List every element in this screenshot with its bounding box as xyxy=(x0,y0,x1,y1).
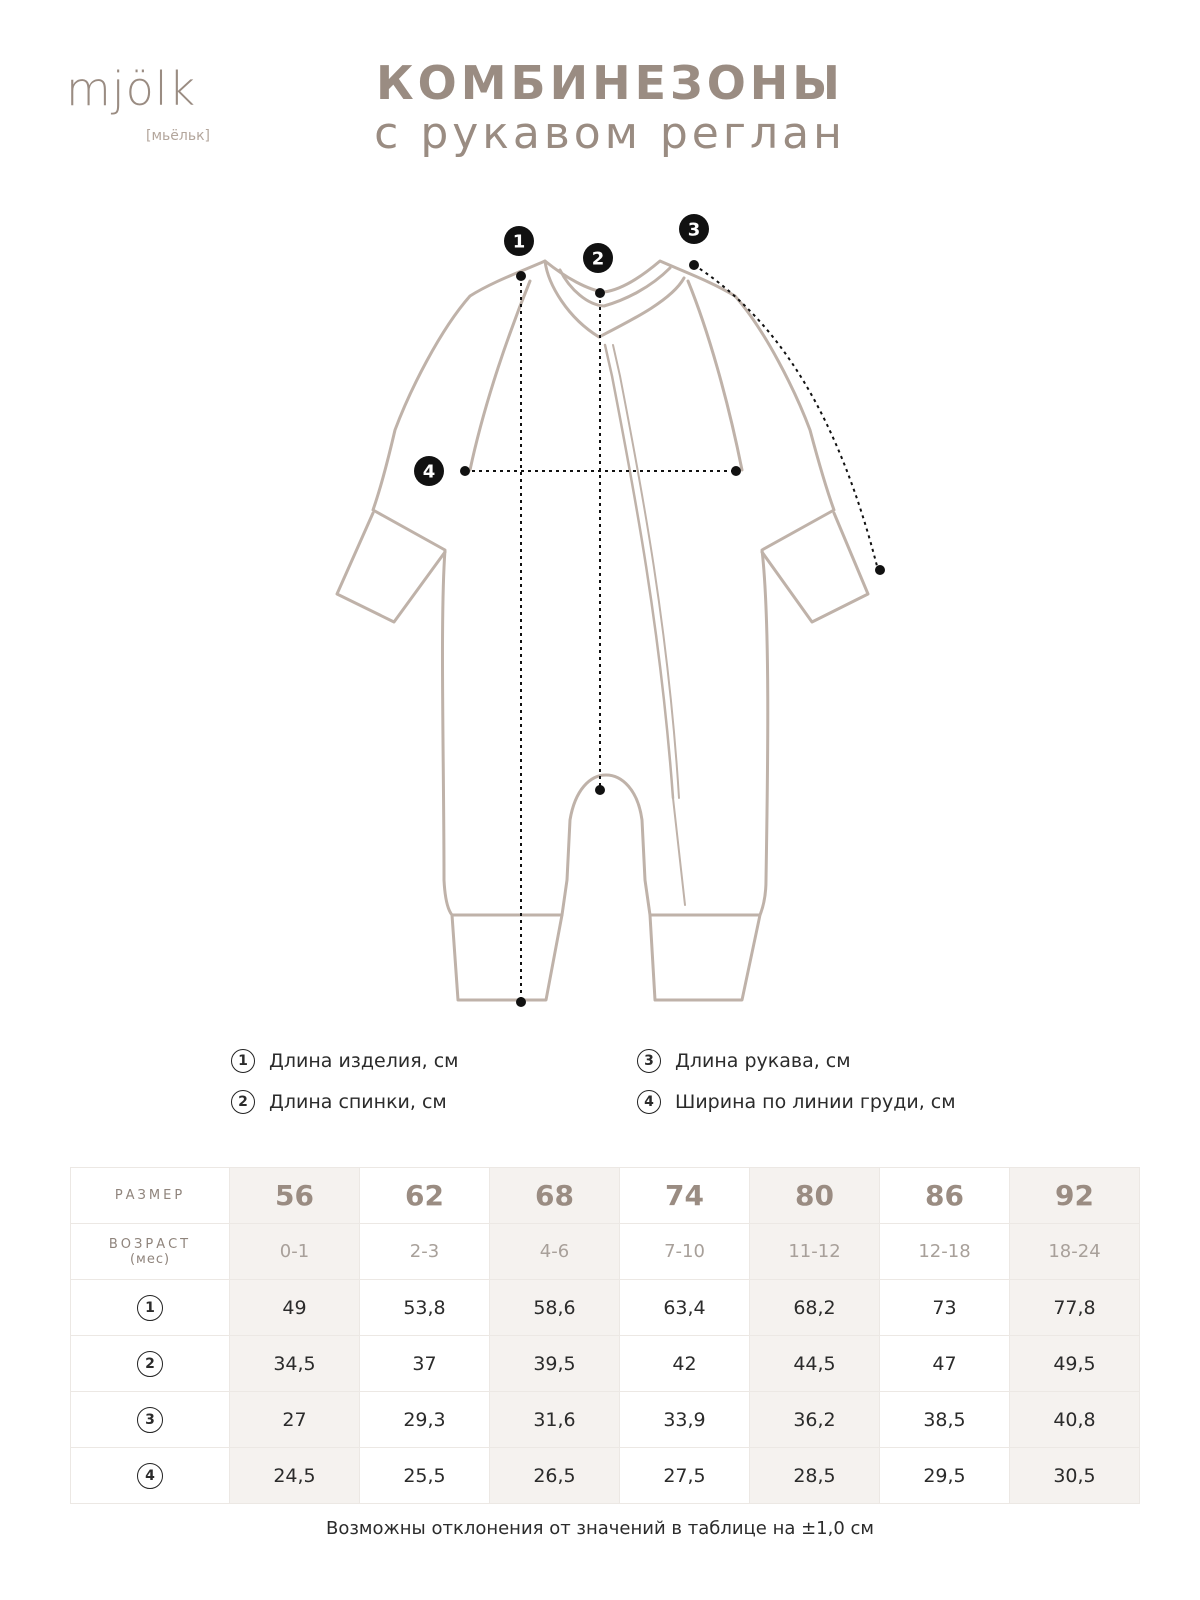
value-cell: 24,5 xyxy=(230,1448,360,1504)
value-cell: 58,6 xyxy=(490,1280,620,1336)
value-cell: 29,5 xyxy=(880,1448,1010,1504)
age-unit: (мес) xyxy=(129,1251,171,1267)
legend-item-length xyxy=(231,1046,459,1076)
right-leg-cuff xyxy=(650,915,760,1000)
value-cell: 38,5 xyxy=(880,1392,1010,1448)
right-cuff xyxy=(762,513,868,622)
value-cell: 33,9 xyxy=(620,1392,750,1448)
size-cell: 56 xyxy=(230,1168,360,1224)
table-row-ages xyxy=(71,1224,1140,1280)
value-cell: 37 xyxy=(360,1336,490,1392)
value-cell: 27,5 xyxy=(620,1448,750,1504)
legend-item-chest-width xyxy=(637,1087,956,1117)
row-label xyxy=(71,1448,230,1504)
marker-1 xyxy=(504,226,534,256)
value-cell: 77,8 xyxy=(1010,1280,1140,1336)
value-cell: 29,3 xyxy=(360,1392,490,1448)
value-cell: 40,8 xyxy=(1010,1392,1140,1448)
table-row xyxy=(71,1448,1140,1504)
size-cell: 86 xyxy=(880,1168,1010,1224)
age-label: ВОЗРАСТ xyxy=(108,1236,192,1252)
legend-number: 2 xyxy=(231,1090,255,1114)
age-cell: 18-24 xyxy=(1010,1224,1140,1280)
legend-text: Длина изделия, см xyxy=(269,1050,459,1072)
value-cell: 30,5 xyxy=(1010,1448,1140,1504)
page-subtitle: с рукавом реглан xyxy=(374,108,846,159)
tolerance-note: Возможны отклонения от значений в таблице на ±1,0 см xyxy=(326,1518,874,1539)
left-leg-cuff xyxy=(452,915,562,1000)
row-number: 4 xyxy=(137,1463,163,1489)
row-label xyxy=(71,1280,230,1336)
value-cell: 49 xyxy=(230,1280,360,1336)
left-cuff xyxy=(337,513,445,622)
value-cell: 34,5 xyxy=(230,1336,360,1392)
value-cell: 36,2 xyxy=(750,1392,880,1448)
size-cell: 80 xyxy=(750,1168,880,1224)
row-number: 2 xyxy=(137,1351,163,1377)
svg-text:2: 2 xyxy=(591,248,605,270)
size-cell: 62 xyxy=(360,1168,490,1224)
zipper xyxy=(605,345,673,798)
legend-text: Длина спинки, см xyxy=(269,1091,447,1113)
jumpsuit-outline xyxy=(373,261,834,915)
age-cell: 2-3 xyxy=(360,1224,490,1280)
row-number: 1 xyxy=(137,1295,163,1321)
size-cell: 92 xyxy=(1010,1168,1140,1224)
age-cell: 7-10 xyxy=(620,1224,750,1280)
legend-text: Ширина по линии груди, см xyxy=(675,1091,956,1113)
value-cell: 39,5 xyxy=(490,1336,620,1392)
value-cell: 68,2 xyxy=(750,1280,880,1336)
legend-number: 3 xyxy=(637,1049,661,1073)
row-label xyxy=(71,1392,230,1448)
age-cell: 11-12 xyxy=(750,1224,880,1280)
legend-number: 4 xyxy=(637,1090,661,1114)
value-cell: 25,5 xyxy=(360,1448,490,1504)
value-cell: 26,5 xyxy=(490,1448,620,1504)
size-cell: 74 xyxy=(620,1168,750,1224)
value-cell: 28,5 xyxy=(750,1448,880,1504)
page-title: КОМБИНЕЗОНЫ xyxy=(376,56,844,110)
table-row xyxy=(71,1280,1140,1336)
svg-text:1: 1 xyxy=(512,231,526,253)
collar-outline xyxy=(545,261,684,337)
value-cell: 63,4 xyxy=(620,1280,750,1336)
age-cell: 12-18 xyxy=(880,1224,1010,1280)
size-table xyxy=(70,1167,1140,1504)
value-cell: 31,6 xyxy=(490,1392,620,1448)
value-cell: 73 xyxy=(880,1280,1010,1336)
marker-2 xyxy=(583,243,613,273)
legend-item-back-length xyxy=(231,1087,447,1117)
age-cell: 0-1 xyxy=(230,1224,360,1280)
value-cell: 49,5 xyxy=(1010,1336,1140,1392)
value-cell: 27 xyxy=(230,1392,360,1448)
size-header: РАЗМЕР xyxy=(71,1168,230,1224)
legend-number: 1 xyxy=(231,1049,255,1073)
table-row xyxy=(71,1336,1140,1392)
value-cell: 53,8 xyxy=(360,1280,490,1336)
marker-3 xyxy=(679,214,709,244)
legend-item-sleeve-length xyxy=(637,1046,851,1076)
size-cell: 68 xyxy=(490,1168,620,1224)
table-row xyxy=(71,1392,1140,1448)
svg-text:4: 4 xyxy=(422,461,436,483)
value-cell: 47 xyxy=(880,1336,1010,1392)
sleeve-line xyxy=(694,265,878,570)
age-header xyxy=(71,1224,230,1280)
age-cell: 4-6 xyxy=(490,1224,620,1280)
marker-4 xyxy=(414,456,444,486)
logo-wordmark: mjölk xyxy=(66,62,197,116)
value-cell: 44,5 xyxy=(750,1336,880,1392)
svg-text:3: 3 xyxy=(687,219,701,241)
row-label xyxy=(71,1336,230,1392)
value-cell: 42 xyxy=(620,1336,750,1392)
row-number: 3 xyxy=(137,1407,163,1433)
legend-text: Длина рукава, см xyxy=(675,1050,851,1072)
logo-transliteration: [мьёльк] xyxy=(146,128,211,144)
table-row-sizes xyxy=(71,1168,1140,1224)
